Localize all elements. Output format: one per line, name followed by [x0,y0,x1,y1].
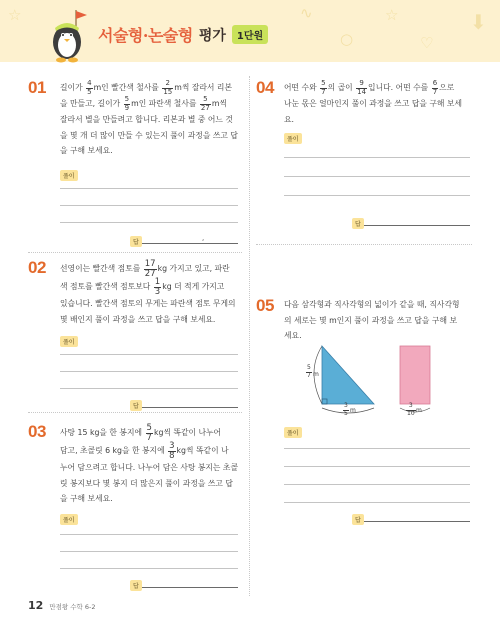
work-label: 풀이 [60,514,78,525]
heart-doodle-icon: ♡ [420,34,434,52]
answer-writing-line[interactable] [284,195,470,196]
final-answer-line[interactable] [364,521,470,522]
question-number: 02 [28,258,46,277]
question-number: 05 [256,296,274,315]
unit-label: m [350,407,356,414]
answer-writing-line[interactable] [284,502,470,503]
answer-writing-line[interactable] [60,388,238,389]
rectangle-width-label: $\frac{3}{10}$ [407,402,415,417]
answer-writing-line[interactable] [284,176,470,177]
star-doodle-icon: ☆ [385,6,399,24]
page-header [0,0,500,62]
answer-writing-line[interactable] [60,568,238,569]
question-number: 01 [28,78,46,97]
final-answer-line[interactable] [142,587,238,588]
question-4-text: 어떤 수와 $\frac{5}{7}$ 의 곱이 $\frac{9}{14}$ 입니다. 어떤 수를 $\frac{6}{7}$ 으로 나눈 몫은 얼마인지 풀이 과정을 쓰고 답을 구해 보세 요. [284,79,462,124]
section-divider [28,412,242,413]
answer-label: 답 [130,400,142,411]
answer-writing-line[interactable] [60,222,238,223]
answer-label: 답 [130,236,142,247]
answer-writing-line[interactable] [60,188,238,189]
question-number: 03 [28,422,46,441]
question-1-text: 길이가 $\frac{4}{5}$ m인 빨간색 철사를 $\frac{2}{15}$ m씩 잘라서 리본 을 만들고, 길이가 $\frac{5}{9}$ m인 파란색 철사를 $\frac{5}{27}$ m씩 잘라서 별을 만들려고 합니다. 리본과 별 중 어느 것 을 몇 개 더 많이 만들 수 있는지 풀이 과정을 쓰고 답 을 구해 보세요. [60,79,238,155]
answer-writing-line[interactable] [60,551,238,552]
work-label: 풀이 [60,170,78,181]
answer-comma: , [202,234,205,242]
answer-writing-line[interactable] [284,484,470,485]
work-label: 풀이 [60,336,78,347]
final-answer-line[interactable] [364,225,470,226]
answer-label: 답 [352,218,364,229]
book-title: 만점왕 수학 6-2 [49,603,96,611]
work-label: 풀이 [284,133,302,144]
answer-label: 답 [352,514,364,525]
answer-writing-line[interactable] [60,205,238,206]
unit-badge: 1단원 [232,25,268,44]
triangle-height-label: $\frac{5}{7}$ [307,364,311,379]
work-label: 풀이 [284,427,302,438]
triangle-base-label: $\frac{3}{5}$ [344,402,348,417]
column-divider [249,76,250,596]
penguin-mascot-icon [45,8,91,66]
arrow-doodle-icon: ⬇ [470,10,487,34]
title-main: 서술형·논술형 [98,26,193,45]
question-5-text: 다음 삼각형과 직사각형의 넓이가 같을 때, 직사각형 의 세로는 몇 m인지 풀이 과정을 쓰고 답을 구해 보 세요. [284,300,460,340]
question-3-text: 사탕 15 kg을 한 봉지에 $\frac{5}{7}$ kg씩 똑같이 나누어 담고, 초콜릿 6 kg을 한 봉지에 $\frac{3}{8}$ kg씩 똑같이 나 누어 담으려고 합니다. 나누어 담은 사탕 봉지는 초콜 릿 봉지보다 몇 봉지 더 많은지 풀이 과정을 쓰고 답 을 구해 보세요. [60,423,238,503]
star-doodle-icon: ☆ [8,6,22,24]
page-footer [28,599,95,612]
question-number: 04 [256,78,274,97]
final-answer-line[interactable] [142,407,238,408]
title-sub: 평가 [198,27,226,44]
question-2-text: 선영이는 빨간색 점토를 $\frac{17}{27}$ kg 가지고 있고, 파란 색 점토를 빨간색 점토보다 $\frac{1}{3}$ kg 더 적게 가지고 있습니다. 빨간색 점토의 무게는 파란색 점토 무게의 몇 배인지 풀이 과정을 쓰고 답을 구해 보세요. [60,259,236,324]
page-title [98,23,268,46]
answer-writing-line[interactable] [60,354,238,355]
unit-label: m [313,371,319,378]
section-divider [28,252,242,253]
unit-label: m [416,407,422,414]
swirl-doodle-icon: ∿ [300,4,313,22]
circle-doodle-icon: ○ [340,30,354,48]
final-answer-line[interactable] [142,243,238,244]
page-number: 12 [28,599,44,612]
answer-writing-line[interactable] [284,448,470,449]
answer-writing-line[interactable] [284,466,470,467]
answer-label: 답 [130,580,142,591]
answer-writing-line[interactable] [284,157,470,158]
answer-writing-line[interactable] [60,534,238,535]
section-divider [256,244,472,245]
answer-writing-line[interactable] [60,371,238,372]
